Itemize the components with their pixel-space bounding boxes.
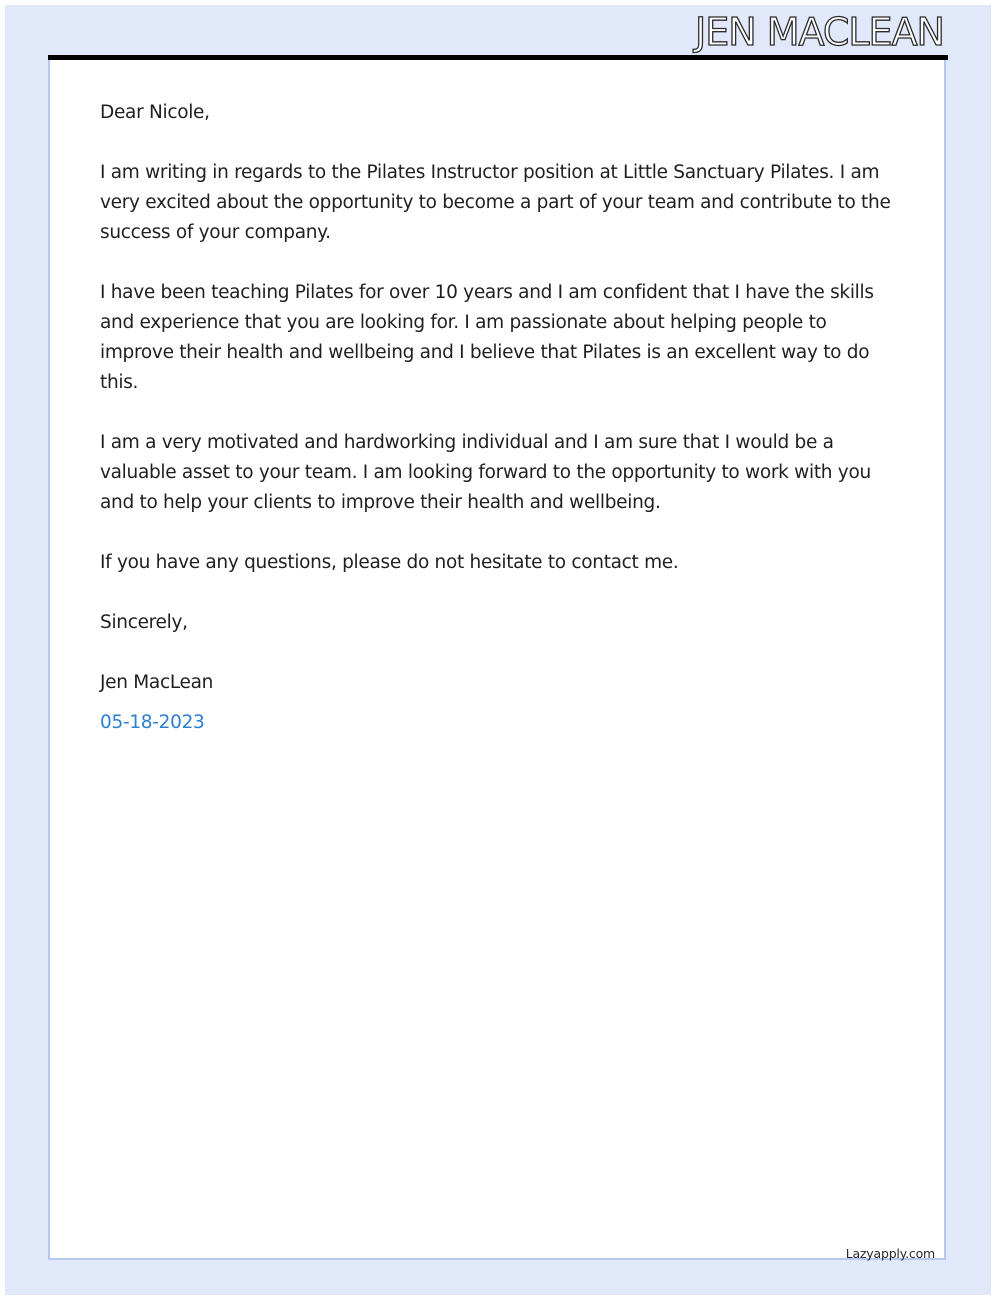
- header-name: JEN MACLEAN: [695, 10, 944, 54]
- paragraph-4: If you have any questions, please do not hesitate to contact me.: [100, 552, 679, 573]
- footer-brand: Lazyapply.com: [845, 1246, 935, 1261]
- header-rule: [48, 55, 948, 60]
- salutation: Dear Nicole,: [100, 102, 210, 123]
- letter-date: 05-18-2023: [100, 712, 205, 733]
- paragraph-1: I am writing in regards to the Pilates Instructor position at Little Sanctuary Pilates. I am very excited about the opportunity to become a part of your team and contribute to the success of your company.: [100, 162, 891, 243]
- signature: Jen MacLean: [100, 672, 214, 693]
- letter-body: [100, 98, 900, 738]
- closing: Sincerely,: [100, 612, 188, 633]
- paragraph-2: I have been teaching Pilates for over 10 years and I am confident that I have the skills and experience that you are looking for. I am passionate about helping people to improve their health and wellbeing and I believe that Pilates is an excellent way to do this.: [100, 282, 874, 393]
- paragraph-3: I am a very motivated and hardworking individual and I am sure that I would be a valuable asset to your team. I am looking forward to the opportunity to work with you and to help your clients to improve their health and wellbeing.: [100, 432, 871, 513]
